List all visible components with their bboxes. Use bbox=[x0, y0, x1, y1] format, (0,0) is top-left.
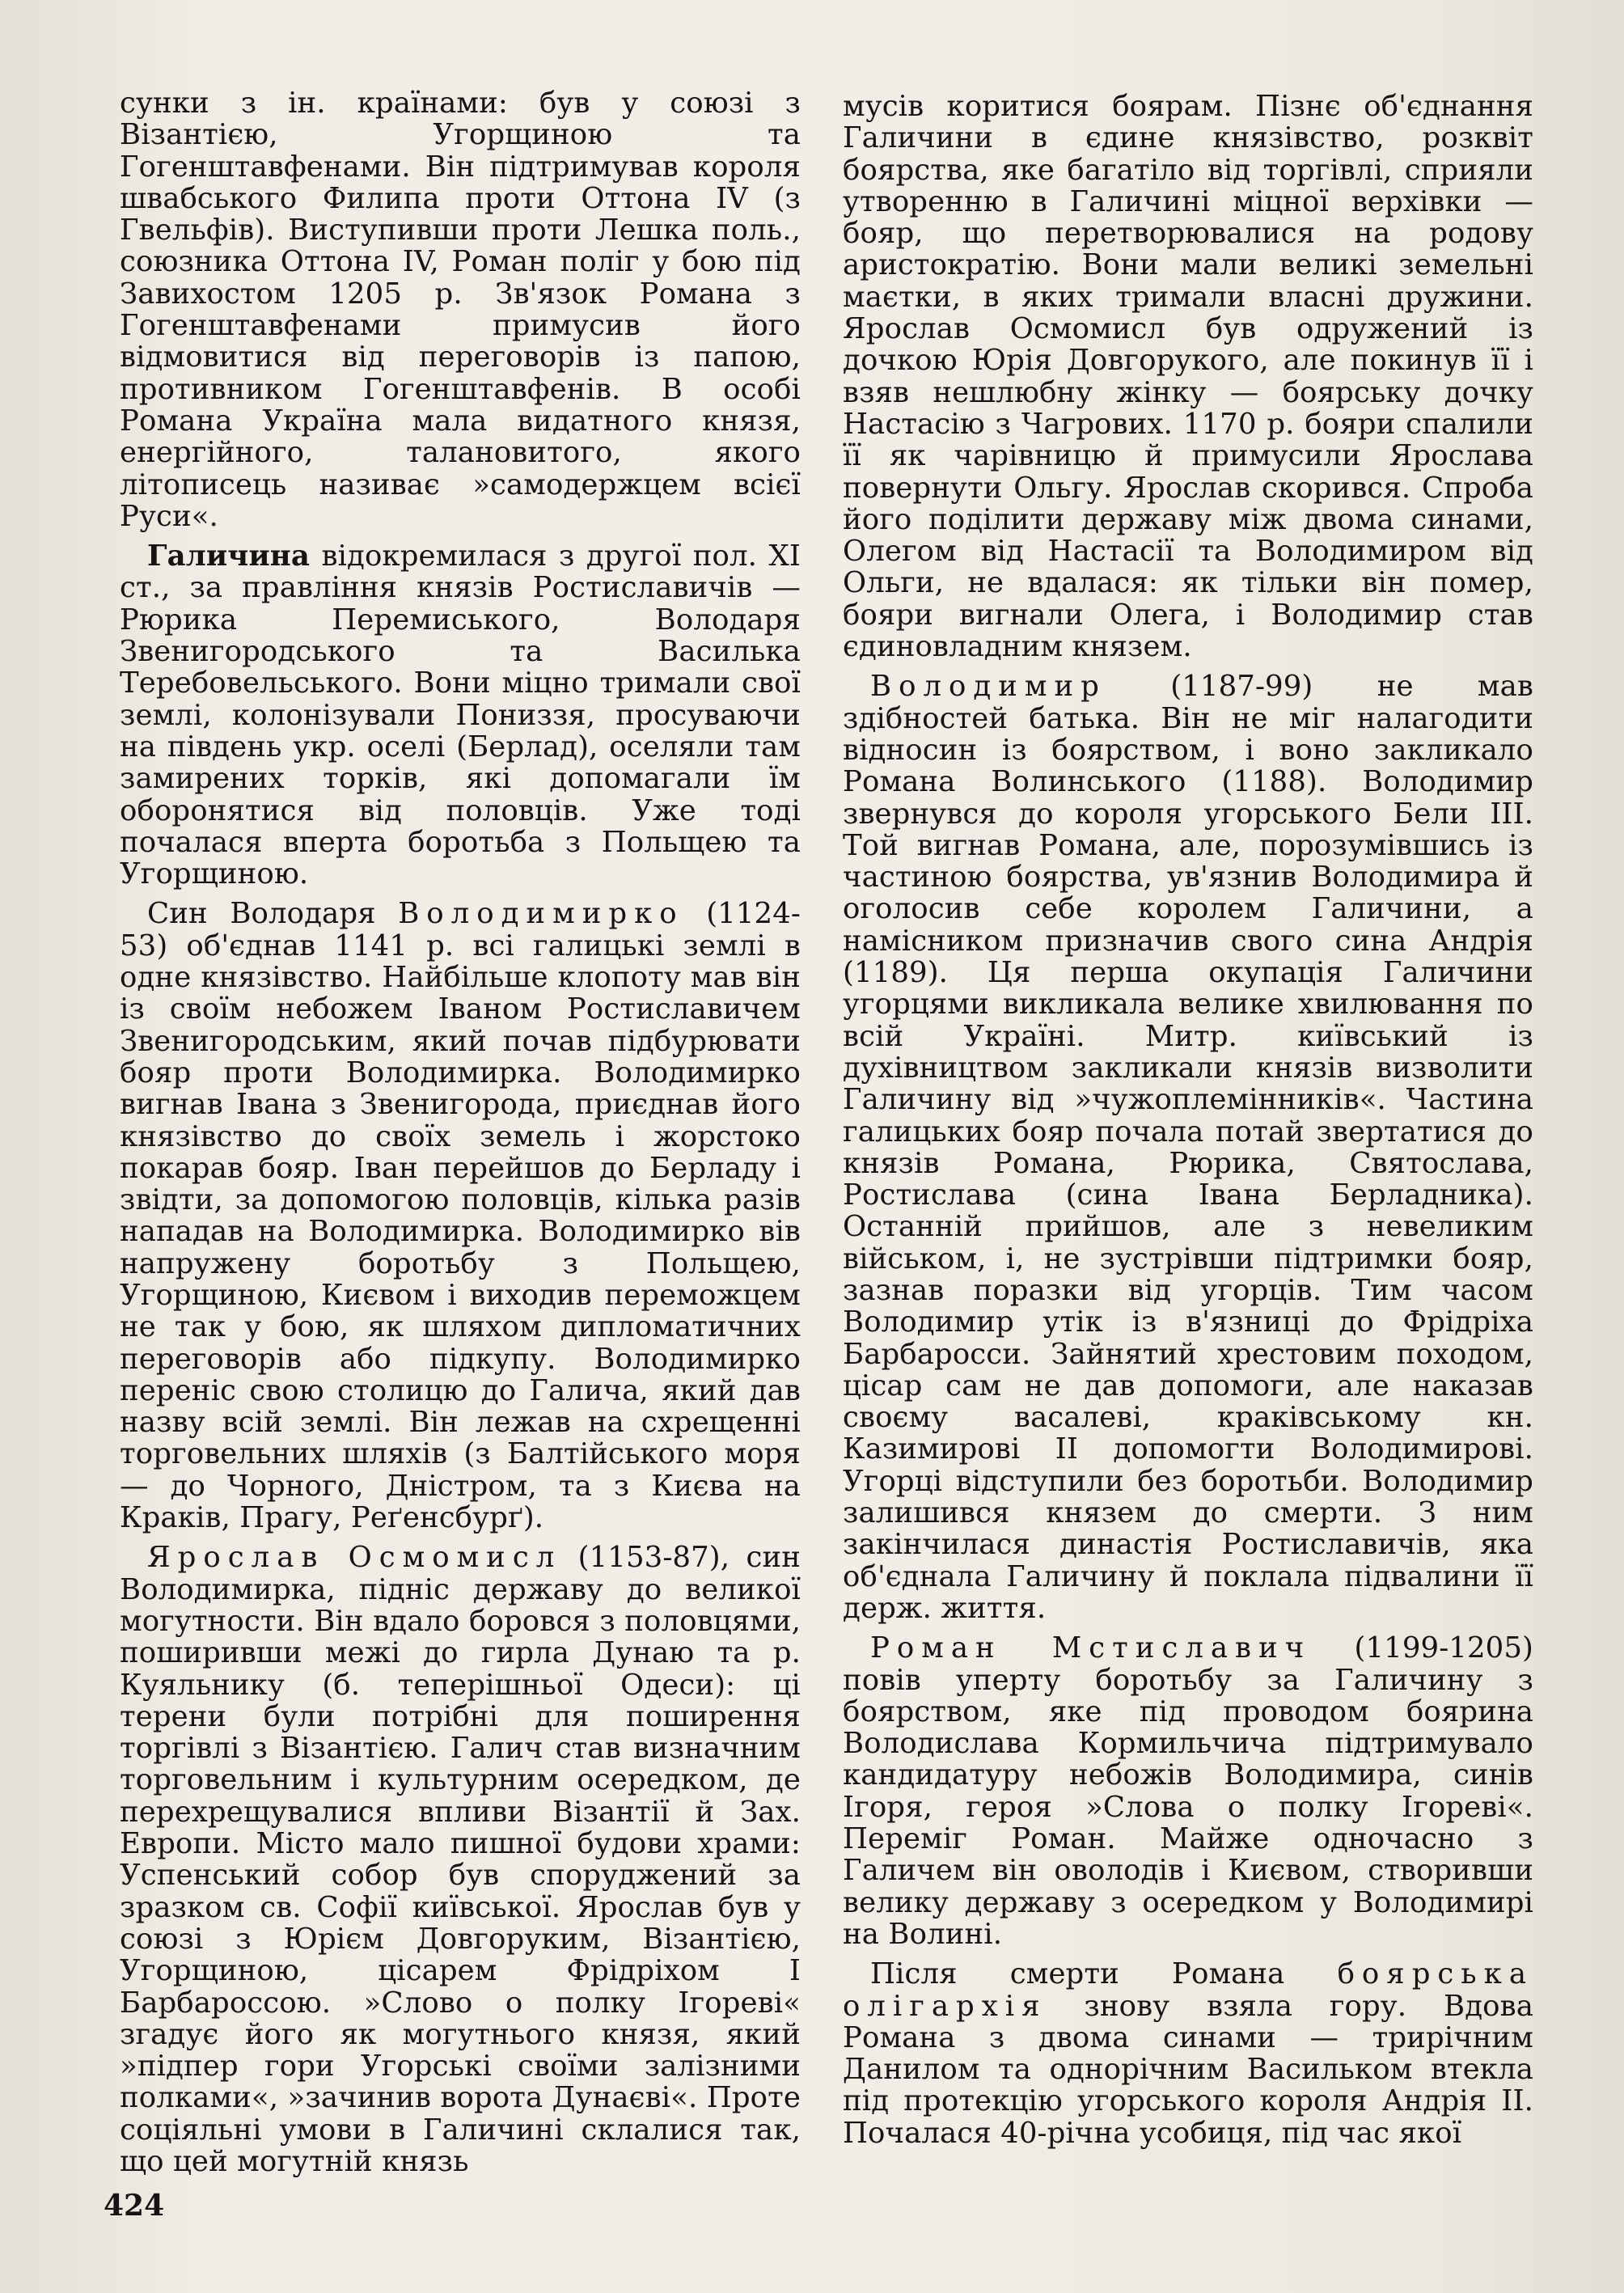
name-volodymyrko: Володимирко bbox=[398, 897, 684, 931]
paragraph-lead: Син Володаря bbox=[147, 897, 399, 931]
left-column bbox=[120, 87, 801, 2185]
paragraph-text: (1153-87), син Володимирка, підніс державу до великої могутности. Він вдало боровся з половцями, поширивши межі до гирла Дунаю та р. Куяльнику (б. теперішньої Одеси): ці терени були потрібні для поширення торгівлі з Візантією. Галич став визначним торговельним і культурним осередком, де перехрещувалися впливи Візантії й Зах. Европи. Місто мало пишної будови храми: Успенський собор був споруджений за зразком св. Софії київської. Ярослав був у союзі з Юрієм Довгоруким, Візантією, Угорщиною, цісарем Фрідріхом І Барбароссою. »Слово о полку Ігореві« згадує його як могутнього князя, який »підпер гори Угорські своїми залізними полками«, »зачинив ворота Дунаєві«. Проте соціяльні умови в Галичині склалися так, що цей могутній князь bbox=[120, 1541, 801, 2178]
name-yaroslav-osmomysl: Ярослав Осмомисл bbox=[147, 1541, 562, 1575]
paragraph-volodymyrko bbox=[120, 898, 801, 1534]
paragraph-volodymyr bbox=[843, 671, 1533, 1624]
paragraph-boyars bbox=[843, 91, 1533, 662]
paragraph-text: сунки з ін. країнами: був у союзі з Візантією, Угорщиною та Гогенштавфенами. Він підтримував короля швабського Филипа проти Оттона IV (з Гвельфів). Виступивши проти Лешка поль., союзника Оттона IV, Роман поліг у бою під Завихостом 1205 р. Зв'язок Романа з Гогенштавфенами примусив його відмовитися від переговорів із папою, противником Гогенштавфенів. В особі Романа Україна мала видатного князя, енергійного, талановитого, якого літописець називає »самодержцем всієї Руси«. bbox=[120, 87, 801, 533]
paragraph-text: мусів коритися боярам. Пізнє об'єднання Галичини в єдине князівство, розквіт боярства, яке багатіло від торгівлі, сприяли утворенню в Галичині міцної верхівки — бояр, що перетворювалися на родову аристократію. Вони мали великі земельні маєтки, в яких тримали власні дружини. Ярослав Осмомисл був одружений із дочкою Юрія Довгорукого, але покинув її і взяв нешлюбну жінку — боярську дочку Настасію з Чагрових. 1170 р. бояри спалили її як чарівницю й примусили Ярослава повернути Ольгу. Ярослав скорився. Спроба його поділити державу між двома синами, Олегом від Настасії та Володимиром від Ольги, не вдалася: як тільки він помер, бояри вигнали Олега, і Володимир став єдиновладним князем. bbox=[843, 90, 1533, 664]
term-boyar-oligarchy: боярська олігархія bbox=[843, 1957, 1533, 2023]
paragraph-lead: Після смерти Романа bbox=[870, 1957, 1338, 1991]
name-roman-mstyslavych: Роман Мстиславич bbox=[870, 1631, 1312, 1665]
name-volodymyr: Володимир bbox=[870, 670, 1106, 704]
section-heading-halychyna: Галичина bbox=[147, 539, 310, 573]
paragraph-halychyna bbox=[120, 540, 801, 890]
right-column bbox=[843, 91, 1533, 2157]
paragraph-text: (1199-1205) повів уперту боротьбу за Галичину з боярством, яке під проводом боярина Володислава Кормильчича підтримувало кандидатуру небожів Володимира, синів Ігоря, героя »Слова о полку Ігореві«. Переміг Роман. Майже одночасно з Галичем він оволодів і Києвом, створивши велику державу з осередком у Володимирі на Волині. bbox=[843, 1631, 1534, 1951]
paragraph-yaroslav-osmomysl bbox=[120, 1542, 801, 2177]
paragraph-text: знову взяла гору. Вдова Романа з двома синами — трирічним Данилом та однорічним Васильком втекла під протекцію угорського короля Андрія II. Почалася 40-річна усобиця, під час якої bbox=[843, 1989, 1533, 2150]
paragraph-roman-mstyslavych bbox=[843, 1632, 1533, 1950]
paragraph-roman-alliances bbox=[120, 87, 801, 532]
page-number: 424 bbox=[104, 2189, 165, 2223]
paragraph-oligarchy bbox=[843, 1958, 1533, 2149]
paragraph-text: (1187-99) не мав здібностей батька. Він не міг налагодити відносин із боярством, і воно закликало Романа Волинського (1188). Володимир звернувся до короля угорського Бели III. Той вигнав Романа, але, порозумівшись із частиною боярства, ув'язнив Володимира й оголосив себе королем Галичини, а намісником призначив свого сина Андрія (1189). Ця перша окупація Галичини угорцями викликала велике хвилювання по всій Україні. Митр. київський із духівництвом закликали князів визволити Галичину від »чужоплемінників«. Частина галицьких бояр почала потай звертатися до князів Романа, Рюрика, Святослава, Ростислава (сина Івана Берладника). Останній прийшов, але з невеликим військом, і, не зустрівши підтримки бояр, зазнав поразки від угорців. Тим часом Володимир утік із в'язниці до Фрідріха Барбаросси. Зайнятий хрестовим походом, цісар сам не дав допомоги, але наказав своєму васалеві, краківському кн. Казимирові II допомогти Володимирові. Угорці відступили без боротьби. Володимир залишився князем до смерти. З ним закінчилася династія Ростиславичів, яка об'єднала Галичину й поклала підвалини її держ. життя. bbox=[843, 670, 1533, 1625]
paragraph-text: відокремилася з другої пол. XI ст., за правління князів Ростиславичів — Рюрика Перемиського, Володаря Звенигородського та Василька Теребовельського. Вони міцно тримали свої землі, колонізували Пониззя, просуваючи на південь укр. оселі (Берлад), оселяли там замирених торків, які допомагали їм оборонятися від половців. Уже тоді почалася вперта боротьба з Польщею та Угорщиною. bbox=[120, 539, 801, 891]
paragraph-text: (1124-53) об'єднав 1141 р. всі галицькі землі в одне князівство. Найбільше клопоту мав він із своїм небожем Іваном Ростиславичем Звенигородським, який почав підбурювати бояр проти Володимирка. Володимирко вигнав Івана з Звенигорода, приєднав його князівство до своїх земель і жорстоко покарав бояр. Іван перейшов до Берладу і звідти, за допомогою половців, кілька разів нападав на Володимирка. Володимирко вів напружену боротьбу з Польщею, Угорщиною, Києвом і виходив переможцем не так у бою, як шляхом дипломатичних переговорів або підкупу. Володимирко переніс свою столицю до Галича, який дав назву всій землі. Він лежав на схрещенні торговельних шляхів (з Балтійського моря — до Чорного, Дністром, та з Києва на Краків, Прагу, Реґенсбурґ). bbox=[120, 897, 801, 1535]
